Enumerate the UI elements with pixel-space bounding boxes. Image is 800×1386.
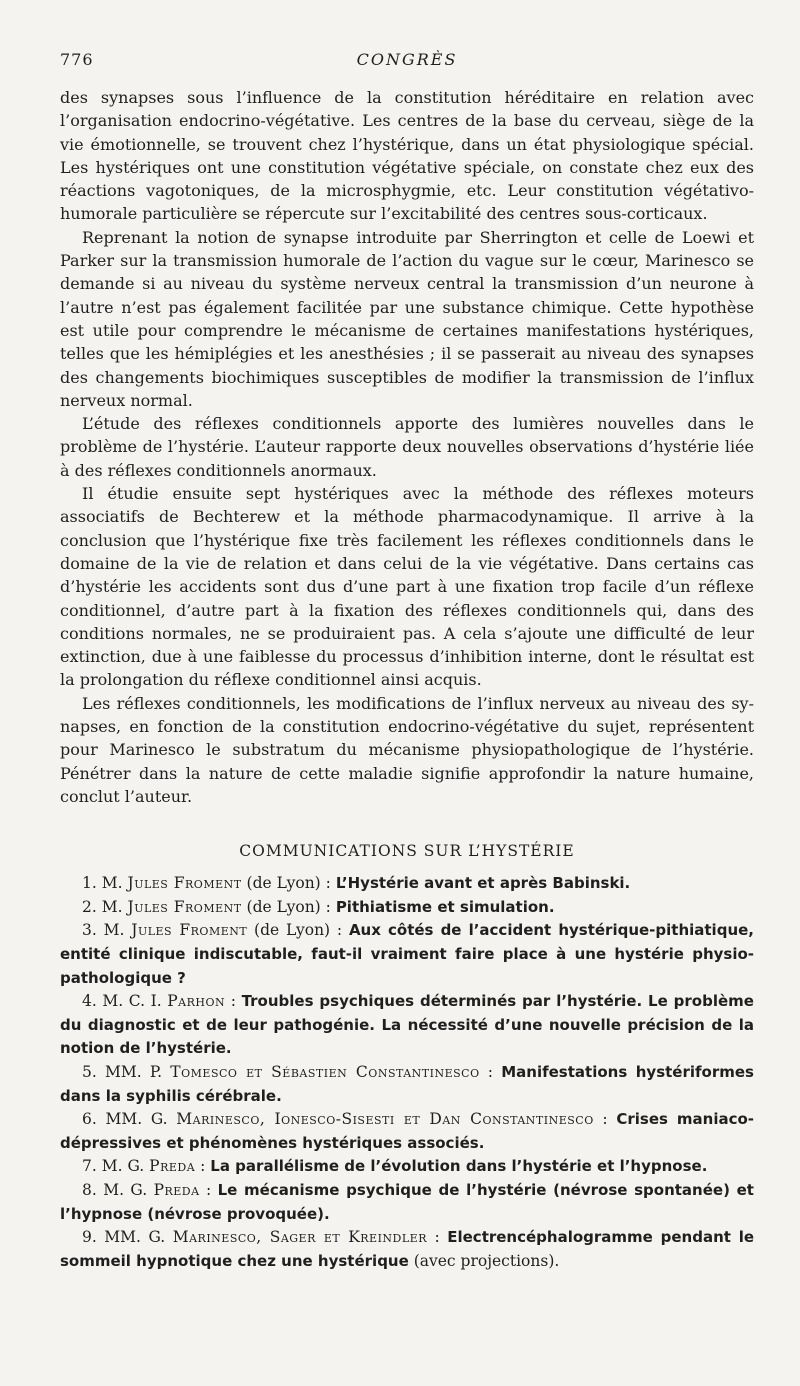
communication-title: Crises maniaco-dépressives et phénomènes hystériques associés. [60, 1110, 755, 1152]
item-number: 5. [82, 1062, 97, 1081]
author-place: : [200, 1157, 206, 1176]
item-number: 2. [82, 897, 97, 916]
author-place: (de Lyon) : [246, 874, 331, 893]
author-names: Preda [153, 1180, 200, 1199]
section-heading: COMMUNICATIONS SUR L’HYSTÉRIE [239, 842, 575, 861]
item-number: 7. [82, 1157, 97, 1176]
author-names: Tomesco et Sébastien Constantinesco [170, 1062, 480, 1081]
author-prefix: M. G. [103, 1180, 148, 1199]
author-place: : [230, 992, 236, 1011]
list-item [60, 896, 754, 920]
author-place: : [602, 1110, 608, 1129]
running-title: CONGRÈS [356, 50, 458, 69]
communication-title: L’Hystérie avant et après Babinski. [335, 874, 631, 893]
author-names: Parhon [167, 992, 226, 1011]
communication-note: (avec projections). [413, 1251, 560, 1270]
list-item [60, 1226, 754, 1273]
paragraph: Il étudie ensuite sept hystériques avec la méthode des réflexes moteurs associatifs de Bechterew et la méthode pharmacodynamique. Il arrive à la conclusion que l’hystérique fixe très facilement les réflexes conditionnels dans le domaine de la vie de relation et dans celui de la vie végétative. Dans certains cas d’hystérie les accidents sont dus d’une part à une fixation trop facile d’un réflexe conditionnel, d’autre part à la fixation des réflexes conditionnels qui, dans des conditions normales, ne se produiraient pas. A cela s’ajoute une difficulté de leur extinction, due à une faiblesse du processus d’inhibition interne, dont le résultat est la prolongation du réflexe conditionnel ainsi acquis. [60, 484, 754, 690]
author-prefix: M. [101, 897, 123, 916]
author-place: (de Lyon) : [246, 897, 331, 916]
author-names: Jules Froment [131, 921, 248, 940]
list-item [60, 990, 754, 1061]
author-prefix: M. [101, 874, 123, 893]
body-text [60, 86, 754, 1273]
communication-title: Manifestations hystériformes dans la syphilis cérébrale. [60, 1062, 754, 1105]
author-names: Jules Froment [127, 897, 242, 916]
author-place: : [434, 1228, 440, 1247]
list-item [60, 1155, 754, 1179]
author-prefix: MM. G. [104, 1228, 166, 1247]
page-number: 776 [60, 50, 94, 69]
communication-title: Aux côtés de l’accident hystérique-pithiatique, entité clinique indiscutable, faut-il vraiment faire place à une hystérie physio-pathologique ? [60, 921, 754, 987]
author-names: Jules Froment [127, 874, 242, 893]
author-place: (de Lyon) : [254, 921, 343, 940]
author-place: : [487, 1062, 494, 1081]
list-item [60, 919, 754, 990]
item-number: 1. [82, 874, 97, 893]
running-head [60, 50, 754, 74]
item-number: 9. [82, 1228, 97, 1247]
paragraph: Reprenant la notion de synapse introduite par Sherrington et celle de Loewi et Parker sur la transmission humorale de l’action du vague sur le cœur, Marinesco se demande si au niveau du système nerveux central la transmission d’un neurone à l’autre n’est pas également facilitée par une substance chimique. Cette hypothèse est utile pour comprendre le mécanisme de certaines manifestations hystériques, telles que les hémiplégies et les anesthésies ; il se passerait au niveau des synapses des changements biochimiques susceptibles de modifier la transmission de l’influx nerveux normal. [60, 227, 754, 410]
item-number: 6. [82, 1110, 97, 1129]
author-prefix: M. G. [101, 1157, 145, 1176]
author-prefix: M. [103, 921, 125, 940]
communication-title: La parallélisme de l’évolution dans l’hystérie et l’hypnose. [210, 1157, 708, 1176]
author-prefix: M. C. I. [102, 992, 162, 1011]
paragraph: des synapses sous l’influence de la constitution héréditaire en relation avec l’organisation endocrino-végétative. Les centres de la base du cerveau, siège de la vie émotionnelle, se trouvent chez l’hystérique, dans un état physiologique spécial. Les hystériques ont une constitution végétative spéciale, on constate chez eux des réactions vagotoniques, de la microsphygmie, etc. Leur constitution végétativo-humorale particulière se répercute sur l’excitabilité des centres sous-corticaux. [60, 88, 754, 224]
author-names: Marinesco, Sager et Kreindler [172, 1228, 427, 1247]
item-number: 4. [82, 992, 97, 1011]
list-item [60, 1108, 754, 1155]
author-prefix: MM. P. [105, 1062, 163, 1081]
author-names: Marinesco, Ionesco-Sisesti et Dan Constantinesco [176, 1110, 594, 1129]
list-item [60, 872, 754, 896]
communications-list [60, 872, 754, 1273]
item-number: 3. [82, 921, 97, 940]
item-number: 8. [82, 1180, 97, 1199]
communication-title: Troubles psychiques déterminés par l’hystérie. Le problème du diagnostic et de leur pathogénie. La nécessité d’une nouvelle précision de la notion de l’hystérie. [60, 992, 754, 1058]
paragraph: L’étude des réflexes conditionnels apporte des lumières nouvelles dans le problème de l’hystérie. L’auteur rapporte deux nouvelles observations d’hystérie liée à des réflexes conditionnels anormaux. [60, 414, 754, 480]
list-item [60, 1179, 754, 1226]
paragraph: Les réflexes conditionnels, les modifications de l’influx nerveux au niveau des synapses, en fonction de la constitution endocrino-végétative du sujet, représentent pour Marinesco le substratum du mécanisme physiopathologique de l’hystérie. Pénétrer dans la nature de cette maladie signifie approfondir la nature humaine, conclut l’auteur. [60, 693, 754, 806]
list-item [60, 1061, 754, 1108]
communication-title: Le mécanisme psychique de l’hystérie (névrose spontanée) et l’hypnose (névrose provoquée). [60, 1180, 754, 1223]
author-place: : [205, 1180, 212, 1199]
author-names: Preda [149, 1157, 196, 1176]
communication-title: Electrencéphalogramme pendant le sommeil hypnotique chez une hystérique [60, 1228, 755, 1270]
author-prefix: MM. G. [105, 1110, 168, 1129]
communication-title: Pithiatisme et simulation. [335, 897, 555, 916]
